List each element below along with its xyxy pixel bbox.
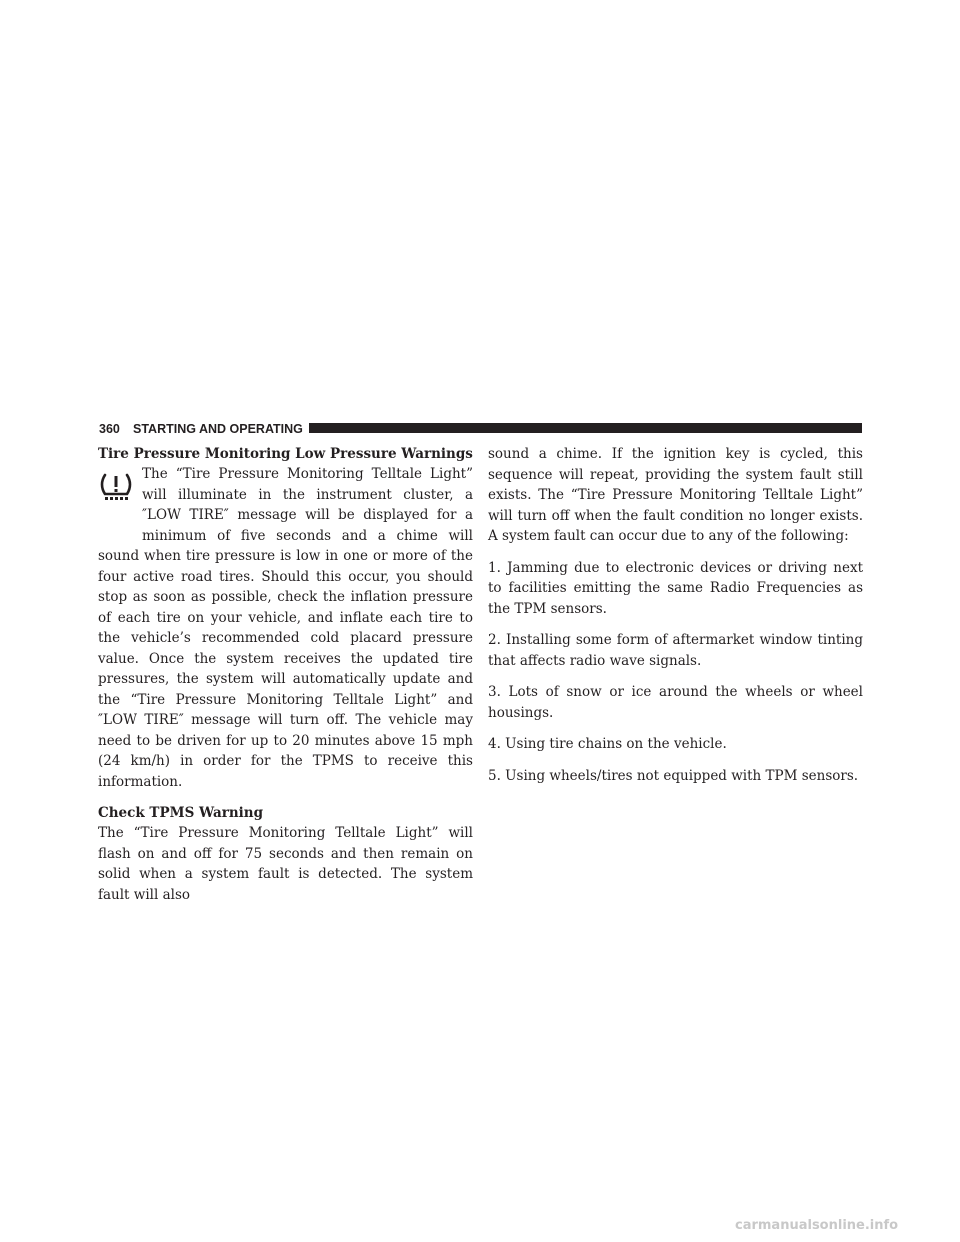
paragraph-system-fault: sound a chime. If the ignition key is cycled, this sequence will repeat, providing the system fault still exists. The “Tire Pressure Monitoring Telltale Light” will turn off when the fault condition no longer exists. A system fault can occur due to any of the following:: [488, 446, 863, 544]
heading-check-tpms: Check TPMS Warning: [98, 805, 264, 821]
watermark: carmanualsonline.info: [735, 1218, 899, 1233]
page-header: [97, 422, 863, 437]
section-title: STARTING AND OPERATING: [133, 422, 303, 436]
paragraph-check-tpms: The “Tire Pressure Monitoring Telltale Light” will flash on and off for 75 seconds and then remain on solid when a system fault is detected. The system fault will also: [98, 825, 473, 903]
list-item: 2. Installing some form of aftermarket window tinting that affects radio wave signals.: [488, 632, 863, 669]
list-item: 4. Using tire chains on the vehicle.: [488, 736, 727, 752]
list-item: 1. Jamming due to electronic devices or driving next to facilities emitting the same Radio Frequencies as the TPM sensors.: [488, 559, 863, 617]
paragraph-low-pressure: The “Tire Pressure Monitoring Telltale Light” will illuminate in the instrument cluster, a ″LOW TIRE″ message will be displayed for a minimum of five seconds and a chime will sound when tire pressure is low in one or more of the four active road tires. Should this occur, you should stop as soon as possible, check the inflation pressure of each tire on your vehicle, and inflate each tire to the vehicle’s recommended cold placard pressure value. Once the system receives the updated tire pressures, the system will automatically update and the “Tire Pressure Monitoring Telltale Light” and ″LOW TIRE″ message will turn off. The vehicle may need to be driven for up to 20 minutes above 15 mph (24 km/h) in order for the TPMS to receive this information.: [98, 466, 473, 790]
right-column: [488, 444, 863, 786]
header-rule: [309, 423, 862, 433]
heading-low-pressure-warnings: Tire Pressure Monitoring Low Pressure Warnings: [98, 446, 473, 462]
tire-pressure-warning-icon: [98, 464, 142, 528]
list-item: 5. Using wheels/tires not equipped with TPM sensors.: [488, 767, 859, 784]
left-column: [98, 444, 473, 905]
list-item: 3. Lots of snow or ice around the wheels or wheel housings.: [488, 684, 863, 721]
page-number: 360: [99, 422, 120, 436]
